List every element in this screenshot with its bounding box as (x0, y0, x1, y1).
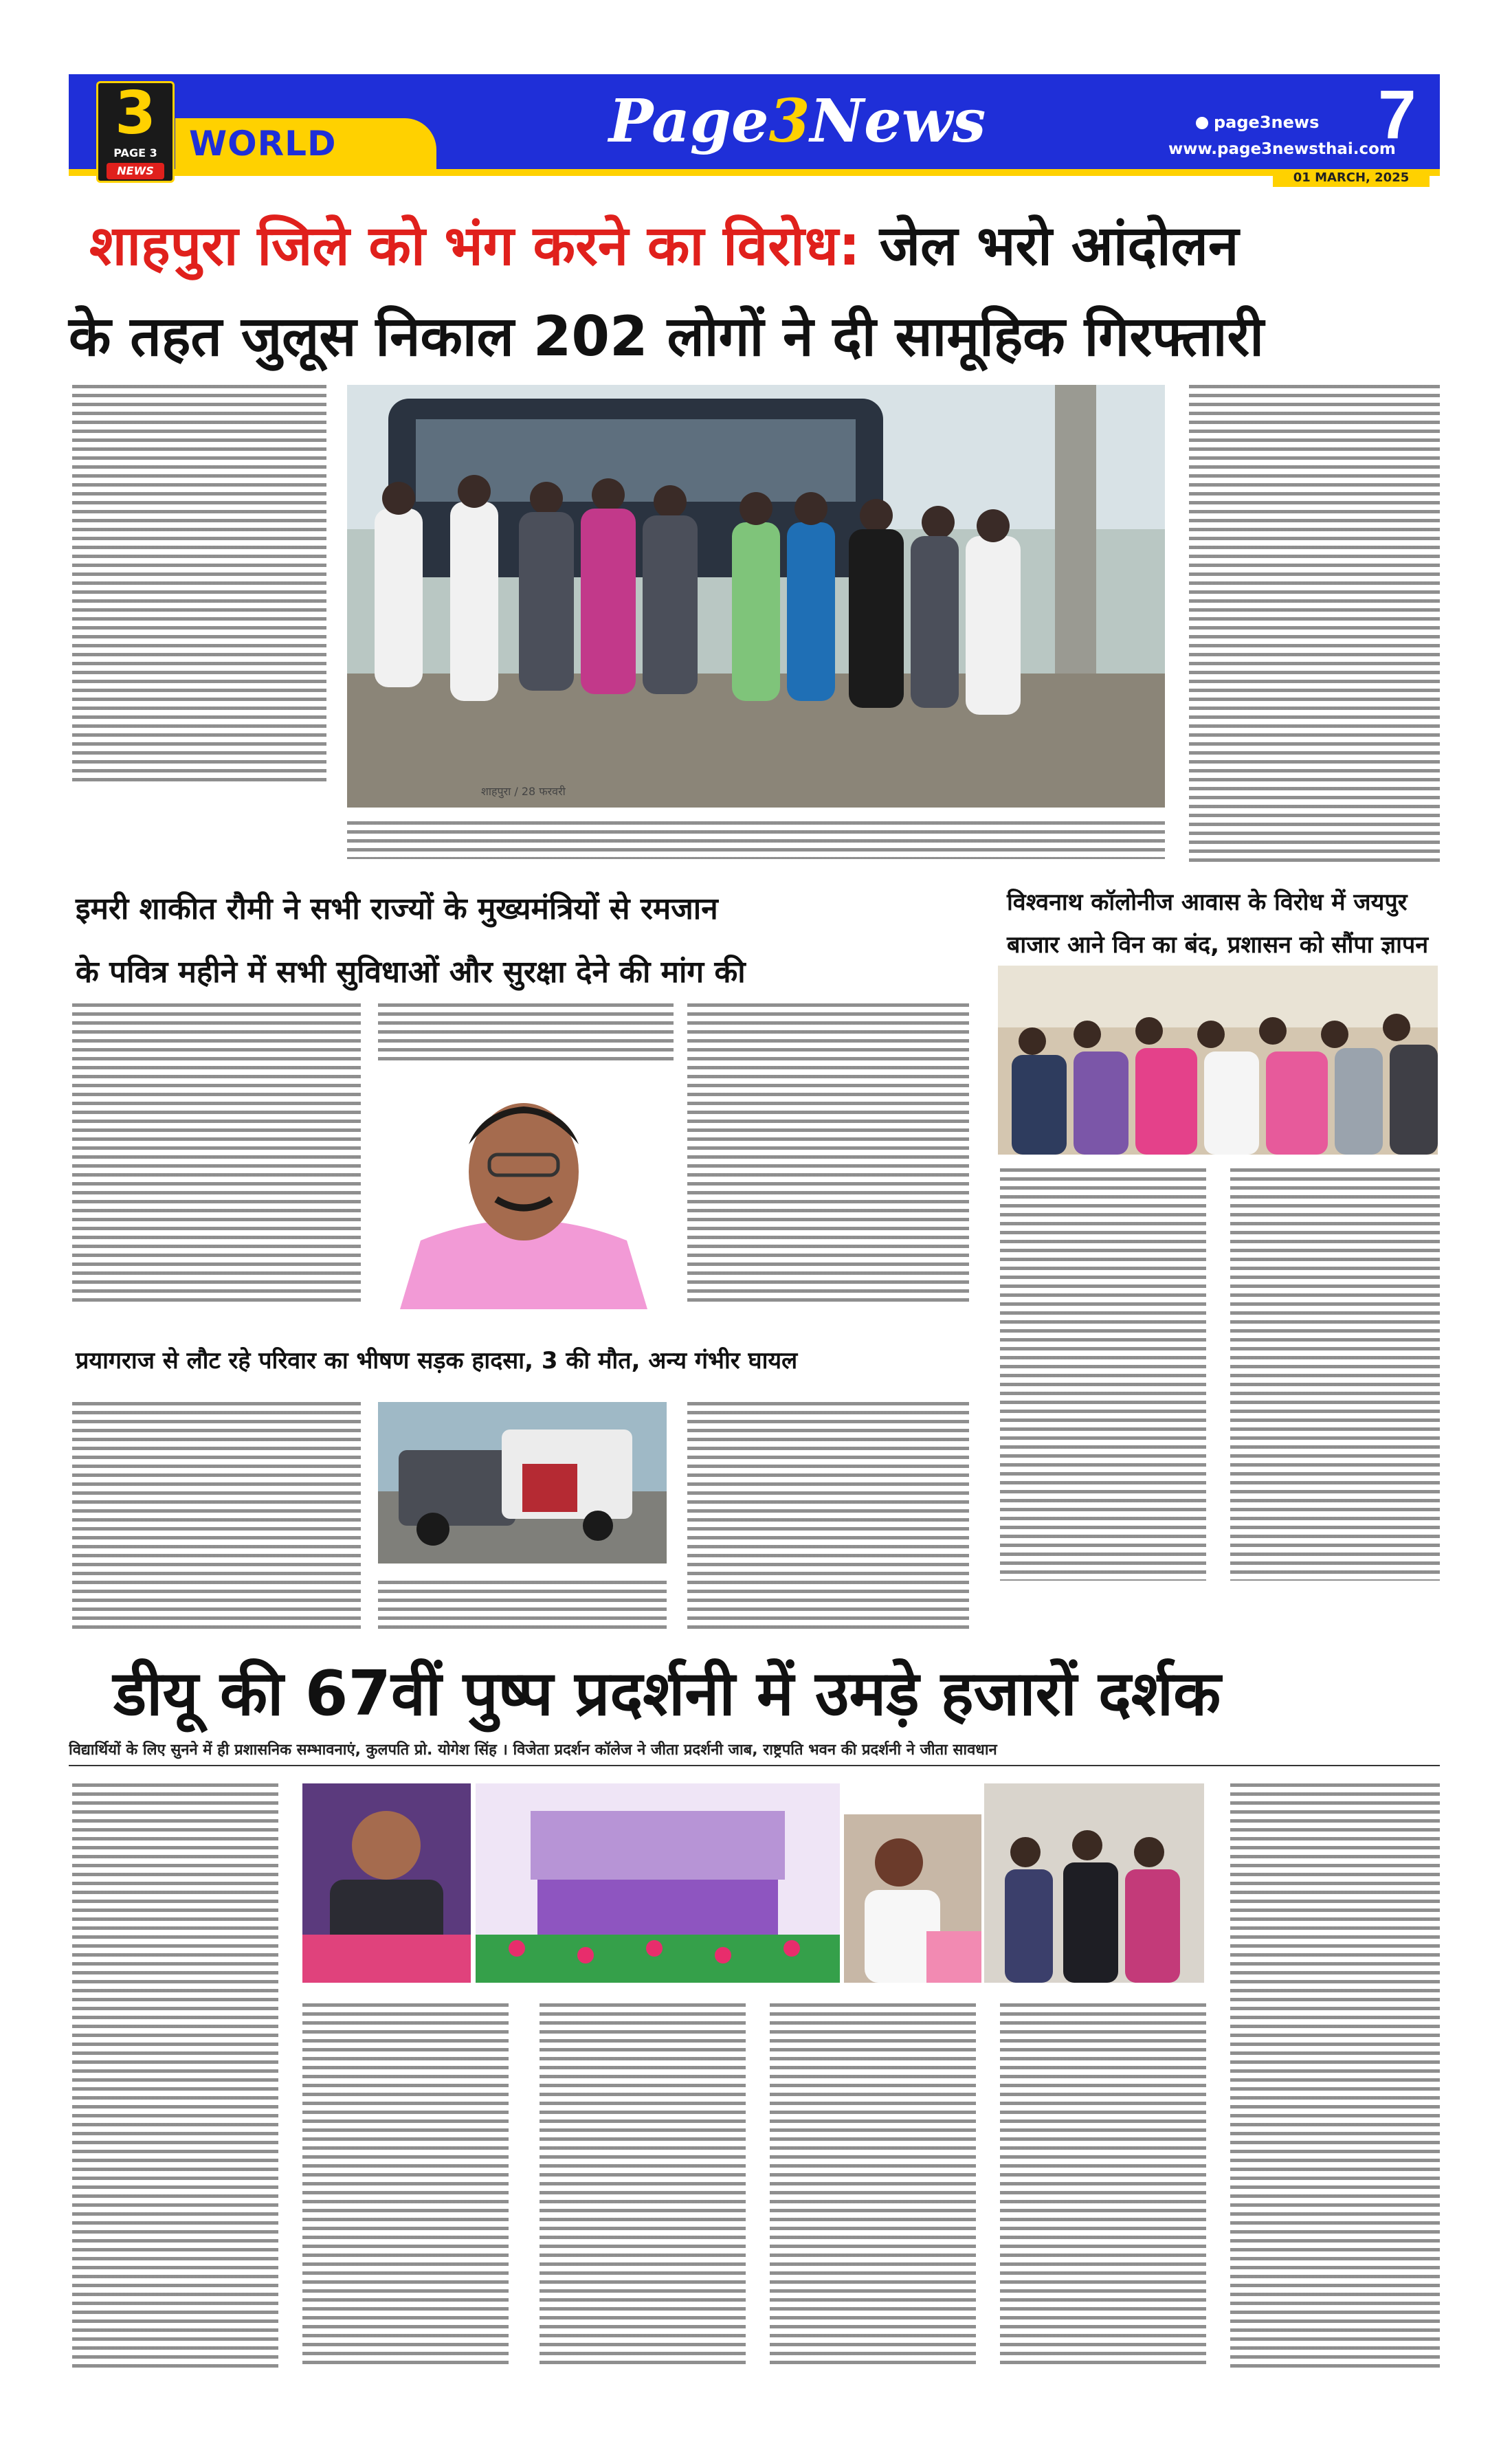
story4-right-column (687, 1402, 969, 1629)
story3-headline-line1: विश्वनाथ कॉलोनीज आवास के विरोध में जयपुर (1007, 889, 1408, 916)
story5-subhead: विद्यार्थियों के लिए सुनने में ही प्रशासनिक सम्भावनाएं, कुलपति प्रो. योगेश सिंह । विजेता प्रदर्शन कॉलेज ने जीता प्रदर्शनी जाब, राष्ट्रपति भवन की प्रदर्शनी ने जीता सावधान (69, 1742, 997, 1759)
story5-column-2 (302, 2003, 509, 2368)
social-handle (1196, 113, 1319, 132)
story5-column-4 (770, 2003, 976, 2368)
newspaper-title (605, 87, 990, 156)
masthead-underline (69, 169, 1440, 176)
story3-left-column (1000, 1168, 1206, 1581)
story1-headline-red: शाहपुरा जिले को भंग करने का विरोध: (89, 214, 860, 278)
portrait-illustration (379, 1069, 668, 1309)
story2-right-column (687, 1003, 969, 1306)
story3-right-column (1230, 1168, 1440, 1581)
story2-left-column (72, 1003, 361, 1306)
story5-photo-4 (984, 1783, 1204, 1983)
logo-number: 3 (115, 79, 156, 148)
accident-photo-illustration (378, 1402, 667, 1564)
story2-headline-line1: इमरी शाकीत रौमी ने सभी राज्यों के मुख्यमंत्रियों से रमजान (76, 891, 718, 926)
story1-left-column (72, 385, 326, 783)
story5-column-5 (1000, 2003, 1206, 2368)
issue-date: 01 MARCH, 2025 (1273, 169, 1430, 187)
masthead (69, 74, 1440, 191)
story1-photo (347, 385, 1165, 808)
story1-headline-line1 (89, 206, 1238, 281)
story5-photo-1 (302, 1783, 471, 1983)
story5-photo-2 (476, 1783, 840, 1983)
section-label: WORLD (189, 124, 337, 164)
social-dot-icon (1196, 117, 1208, 129)
story5-column-3 (540, 2003, 746, 2368)
story1-bottom-text (347, 821, 1165, 859)
story4-headline: प्रयागराज से लौट रहे परिवार का भीषण सड़क हादसा, 3 की मौत, अन्य गंभीर घायल (76, 1347, 798, 1375)
logo-text: PAGE 3 (113, 146, 157, 159)
story1-right-column (1189, 385, 1440, 866)
brand-three: 3 (768, 87, 810, 156)
dignitaries-photo-illustration (984, 1783, 1204, 1983)
website-url: www.page3newsthai.com (1168, 140, 1396, 158)
speaker-photo-illustration (302, 1783, 471, 1983)
page-number: 7 (1378, 76, 1416, 153)
story1-headline-black: जेल भरो आंदोलन (879, 214, 1239, 278)
story2-mid-column (378, 1003, 674, 1062)
story4-mid-column (378, 1581, 667, 1629)
story3-photo (998, 966, 1438, 1155)
visitor-photo-illustration (844, 1814, 981, 1983)
memorandum-photo-illustration (998, 966, 1438, 1155)
story2-headline-line2: के पवित्र महीने में सभी सुविधाओं और सुरक्षा देने की मांग की (76, 955, 746, 990)
brand-post: News (810, 87, 986, 156)
story2-portrait (379, 1069, 668, 1309)
story1-headline-line2: के तहत जुलूस निकाल 202 लोगों ने दी सामूहिक गिरफ्तारी (69, 304, 1264, 368)
logo-news-badge: NEWS (107, 163, 164, 179)
protest-photo-illustration (347, 385, 1165, 808)
story3-headline-line2: बाजार आने विन का बंद, प्रशासन को सौंपा ज्ञापन (1007, 931, 1429, 959)
story5-divider (69, 1765, 1440, 1766)
story5-photo-3 (844, 1814, 981, 1983)
story5-column-1 (72, 1783, 278, 2368)
story5-headline: डीयू की 67वीं पुष्प प्रदर्शनी में उमड़े हजारों दर्शक (113, 1658, 1221, 1730)
brand-pre: Page (608, 87, 769, 156)
page3-logo (96, 81, 175, 183)
story5-column-6 (1230, 1783, 1440, 2368)
flower-show-stage-illustration (476, 1783, 840, 1983)
social-handle-text: page3news (1214, 113, 1320, 132)
story4-left-column (72, 1402, 361, 1629)
story1-photo-caption: शाहपुरा / 28 फरवरी (481, 785, 566, 798)
story4-photo (378, 1402, 667, 1564)
